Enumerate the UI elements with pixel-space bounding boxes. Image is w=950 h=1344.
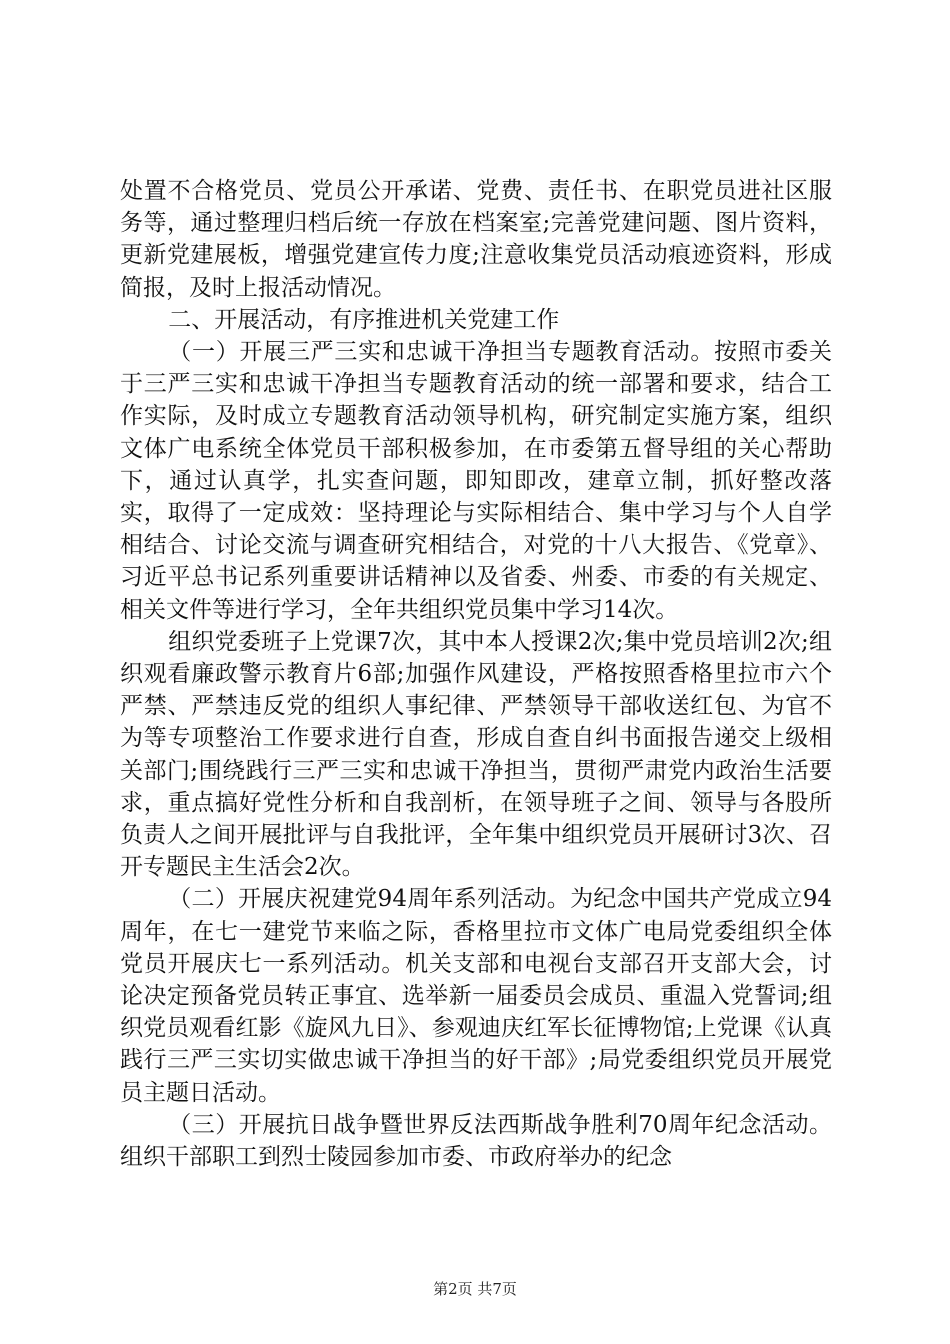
document-body bbox=[120, 175, 832, 1173]
paragraph: （三）开展抗日战争暨世界反法西斯战争胜利70周年纪念活动。组织干部职工到烈士陵园参加市委、市政府举办的纪念 bbox=[120, 1111, 832, 1171]
paragraph: （一）开展三严三实和忠诚干净担当专题教育活动。按照市委关于三严三实和忠诚干净担当专题教育活动的统一部署和要求，结合工作实际，及时成立专题教育活动领导机构，研究制定实施方案，组织文体广电系统全体党员干部积极参加，在市委第五督导组的关心帮助下，通过认真学，扎实查问题，即知即改，建章立制，抓好整改落实，取得了一定成效：坚持理论与实际相结合、集中学习与个人自学相结合、讨论交流与调查研究相结合，对党的十八大报告、《党章》、习近平总书记系列重要讲话精神以及省委、州委、市委的有关规定、相关文件等进行学习，全年共组织党员集中学习14次。 bbox=[120, 339, 832, 623]
section-heading: 二、开展活动，有序推进机关党建工作 bbox=[168, 306, 560, 333]
paragraph: （二）开展庆祝建党94周年系列活动。为纪念中国共产党成立94周年，在七一建党节来临之际，香格里拉市文体广电局党委组织全体党员开展庆七一系列活动。机关支部和电视台支部召开支部大会，讨论决定预备党员转正事宜、选举新一届委员会成员、重温入党誓词;组织党员观看红影《旋风九日》、参观迪庆红军长征博物馆;上党课《认真践行三严三实切实做忠诚干净担当的好干部》;局党委组织党员开展党员主题日活动。 bbox=[120, 886, 832, 1106]
paragraph-continuation: 处置不合格党员、党员公开承诺、党费、责任书、在职党员进社区服务等，通过整理归档后统一存放在档案室;完善党建问题、图片资料，更新党建展板，增强党建宣传力度;注意收集党员活动痕迹资料，形成简报，及时上报活动情况。 bbox=[120, 178, 832, 301]
page-number-footer: 第2页 共7页 bbox=[433, 1280, 517, 1298]
paragraph: 组织党委班子上党课7次，其中本人授课2次;集中党员培训2次;组织观看廉政警示教育片6部;加强作风建设，严格按照香格里拉市六个严禁、严禁违反党的组织人事纪律、严禁领导干部收送红包、为官不为等专项整治工作要求进行自查，形成自查自纠书面报告递交上级相关部门;围绕践行三严三实和忠诚干净担当，贯彻严肃党内政治生活要求，重点搞好党性分析和自我剖析，在领导班子之间、领导与各股所负责人之间开展批评与自我批评，全年集中组织党员开展研讨3次、召开专题民主生活会2次。 bbox=[120, 628, 832, 881]
